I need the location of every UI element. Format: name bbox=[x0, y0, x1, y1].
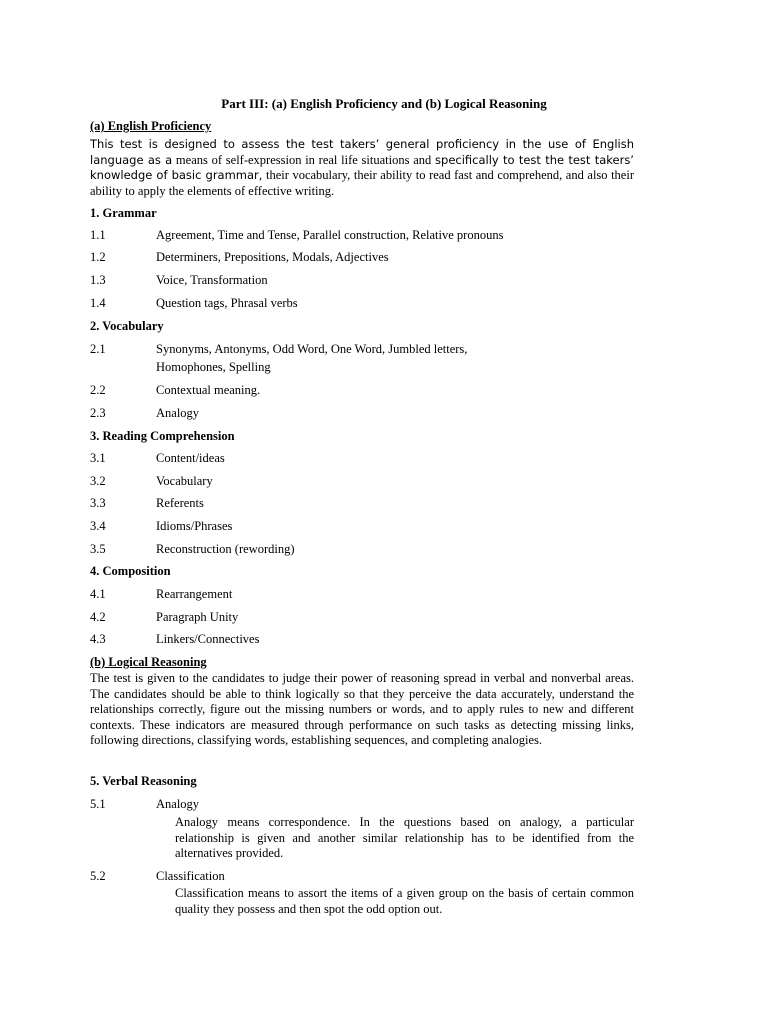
item-number: 3.5 bbox=[90, 542, 106, 556]
intro-text-1: means of self-expression in real life situations and bbox=[172, 152, 436, 167]
item-number: 2.2 bbox=[90, 383, 106, 397]
item-text: Question tags, Phrasal verbs bbox=[156, 296, 298, 310]
item-number: 3.2 bbox=[90, 474, 106, 488]
item-text-continued: Homophones, Spelling bbox=[156, 360, 271, 374]
item-number: 1.1 bbox=[90, 228, 106, 242]
logical-reasoning-intro: The test is given to the candidates to judge their power of reasoning spread in verbal and nonverbal areas. The candidates should be able to think logically so that they perceive the data accurately, understand the relationships correctly, figure out the missing numbers or words, and to apply rules to new and different contexts. These indicators are measured through performance on such tasks as detecting missing links, following directions, classifying words, establishing sequences, and completing analogies. bbox=[90, 671, 634, 747]
item-number: 4.3 bbox=[90, 632, 106, 646]
section-heading-verbal-reasoning: 5. Verbal Reasoning bbox=[90, 774, 197, 788]
item-text: Referents bbox=[156, 496, 204, 510]
intro-text-2: their vocabulary, their ability to read fast and comprehend, and also their ability to apply the elements of effective writing. bbox=[90, 168, 634, 198]
intro-text-sans: This test is designed to assess the test takers’ general proficiency in the use of English language as a bbox=[90, 137, 634, 167]
item-text: Classification bbox=[156, 869, 225, 883]
item-number: 3.1 bbox=[90, 451, 106, 465]
item-text: Agreement, Time and Tense, Parallel construction, Relative pronouns bbox=[156, 228, 504, 242]
item-text: Idioms/Phrases bbox=[156, 519, 233, 533]
item-text: Voice, Transformation bbox=[156, 273, 268, 287]
item-description: Analogy means correspondence. In the questions based on analogy, a particular relationship is given and another similar relationship has to be identified from the alternatives provided. bbox=[175, 815, 634, 860]
item-text: Vocabulary bbox=[156, 474, 213, 488]
item-text: Content/ideas bbox=[156, 451, 225, 465]
english-proficiency-intro bbox=[90, 137, 634, 199]
intro-text-sans-2: specifically to test the test takers’ knowledge of basic grammar, bbox=[90, 152, 634, 182]
section-heading-grammar: 1. Grammar bbox=[90, 206, 157, 220]
item-text: Contextual meaning. bbox=[156, 383, 261, 397]
item-number: 1.4 bbox=[90, 296, 106, 310]
item-text: Synonyms, Antonyms, Odd Word, One Word, Jumbled letters, bbox=[156, 342, 468, 356]
item-number: 2.1 bbox=[90, 342, 106, 356]
item-number: 1.2 bbox=[90, 250, 106, 264]
section-heading-composition: 4. Composition bbox=[90, 564, 171, 578]
item-number: 4.1 bbox=[90, 587, 106, 601]
item-text: Reconstruction (rewording) bbox=[156, 542, 295, 556]
item-text: Analogy bbox=[156, 797, 200, 811]
section-heading-logical-reasoning: (b) Logical Reasoning bbox=[90, 655, 207, 669]
item-number: 3.4 bbox=[90, 519, 106, 533]
item-text: Determiners, Prepositions, Modals, Adjectives bbox=[156, 250, 389, 264]
item-number: 5.1 bbox=[90, 797, 106, 811]
section-heading-vocabulary: 2. Vocabulary bbox=[90, 319, 164, 333]
item-text: Rearrangement bbox=[156, 587, 233, 601]
item-text: Analogy bbox=[156, 406, 200, 420]
item-number: 1.3 bbox=[90, 273, 106, 287]
item-description: Classification means to assort the items of a given group on the basis of certain common quality they possess and then spot the odd option out. bbox=[175, 886, 634, 916]
item-number: 3.3 bbox=[90, 496, 106, 510]
section-heading-english-proficiency: (a) English Proficiency bbox=[90, 119, 212, 133]
item-number: 5.2 bbox=[90, 869, 106, 883]
section-heading-reading-comprehension: 3. Reading Comprehension bbox=[90, 429, 235, 443]
item-text: Linkers/Connectives bbox=[156, 632, 260, 646]
item-text: Paragraph Unity bbox=[156, 610, 239, 624]
page-title: Part III: (a) English Proficiency and (b) Logical Reasoning bbox=[221, 96, 547, 111]
item-number: 2.3 bbox=[90, 406, 106, 420]
item-number: 4.2 bbox=[90, 610, 106, 624]
